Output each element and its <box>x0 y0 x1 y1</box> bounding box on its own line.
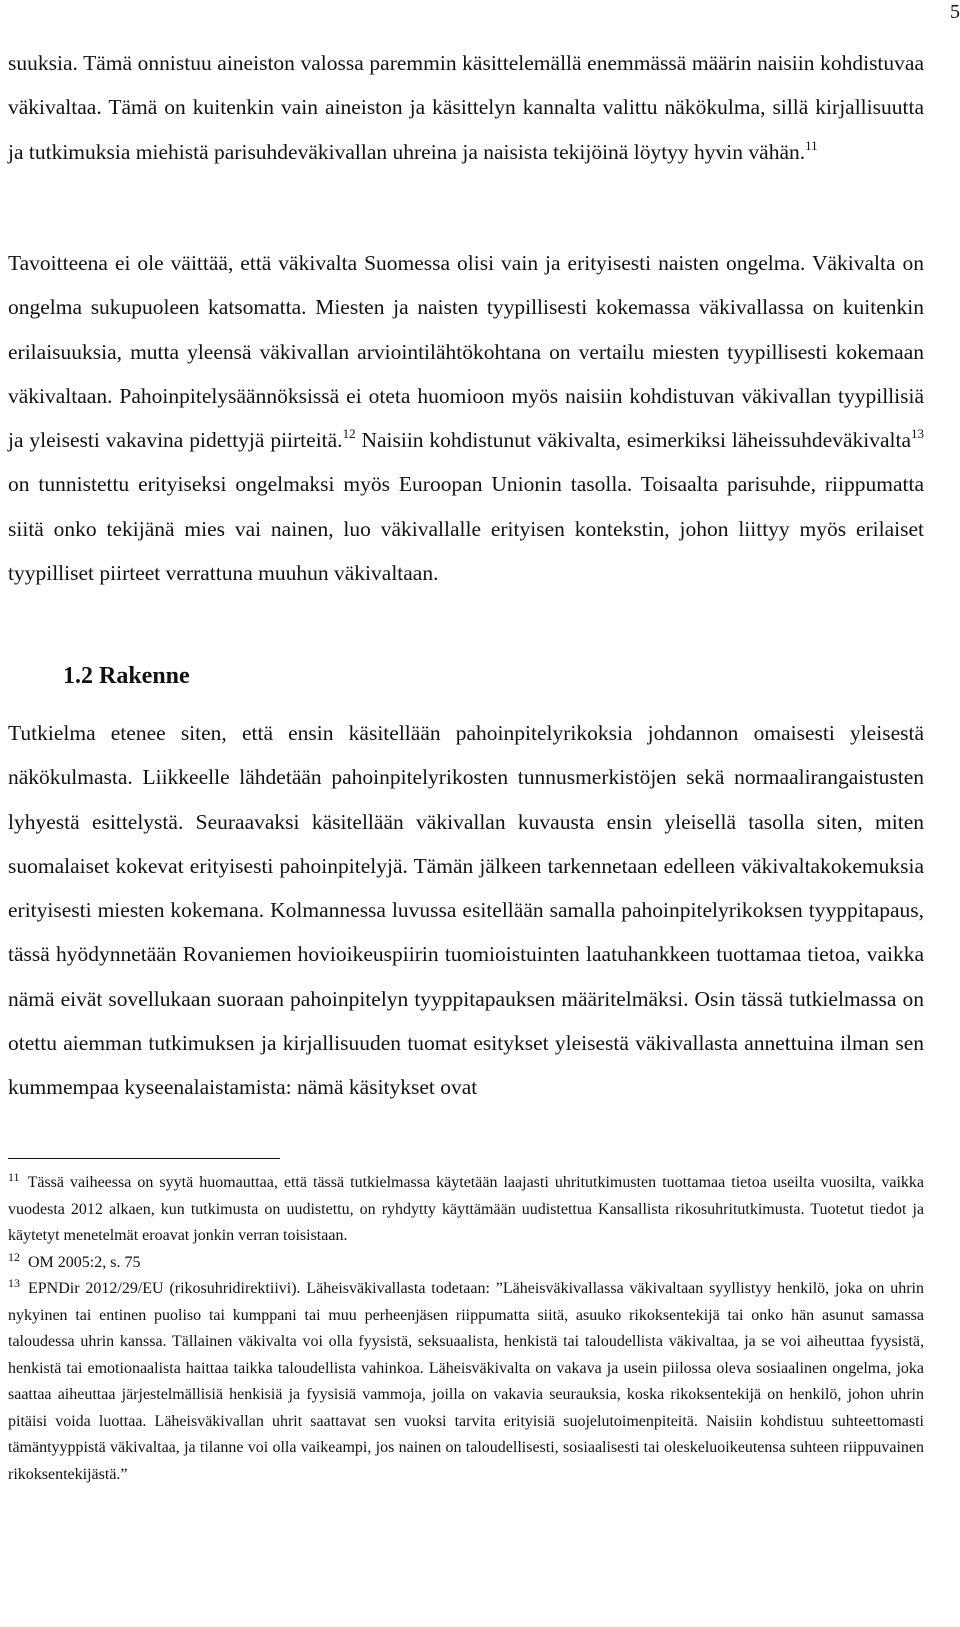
footnote-mark: 11 <box>8 1170 20 1184</box>
footnote-11 <box>8 1170 924 1250</box>
footnote-ref-12[interactable]: 12 <box>342 426 356 442</box>
footnote-text: Tässä vaiheessa on syytä huomauttaa, että tässä tutkielmassa käytetään laajasti uhritutkimusten tuottamaa tietoa useilta vuosilta, vaikka vuodesta 2012 alkaen, kun tutkimusta on uudistettu, on ryhdytty käyttämään uudistettua Kansallista rikosuhritutkimusta. Tuotetut tiedot ja käytetyt menetelmät eroavat jonkin verran toisistaan. <box>8 1174 924 1244</box>
footnotes <box>8 1170 924 1488</box>
footnote-text: OM 2005:2, s. 75 <box>28 1253 141 1271</box>
paragraph-text: on tunnistettu erityiseksi ongelmaksi myös Euroopan Unionin tasolla. Toisaalta parisuhde, riippumatta siitä onko tekijänä mies vai nainen, luo väkivallalle erityisen kontekstin, johon liittyy myös erilaiset tyypilliset piirteet verrattuna muuhun väkivaltaan. <box>8 472 924 586</box>
footnote-text: EPNDir 2012/29/EU (rikosuhridirektiivi). Läheisväkivallasta todetaan: ”Läheisväkivallassa väkivaltaan syyllistyy henkilö, joka on uhrin nykyinen tai entinen puoliso tai kumppani tai muu perheenjäsen riippumatta siitä, asuuko rikoksentekijä tai onko hän asunut samassa taloudessa uhrin kanssa. Tällainen väkivalta voi olla fyysistä, seksuaalista, henkistä tai taloudellista väkivaltaa, ja se voi aiheuttaa fyysistä, henkistä tai emotionaalista haittaa taikka taloudellista vahinkoa. Läheisväkivalta on vakava ja usein piilossa oleva sosiaalinen ongelma, joka saattaa aiheuttaa järjestelmällisiä henkisiä ja fyysisiä vammoja, joilla on vakavia seurauksia, koska rikoksentekijä on henkilö, johon uhrin pitäisi voida luottaa. Läheisväkivallan uhrit saattavat sen vuoksi tarvita erityisiä suojelutoimenpiteitä. Naisiin kohdistuu suhteettomasti tämäntyyppistä väkivaltaa, ja tilanne voi olla vaikeampi, jos nainen on taloudellisesti, sosiaalisesti tai oleskeluoikeutensa suhteen riippuvainen rikoksentekijästä.” <box>8 1280 924 1483</box>
page-number: 5 <box>950 1 960 23</box>
paragraph-text: suuksia. Tämä onnistuu aineiston valossa paremmin käsittelemällä enemmässä määrin naisiin kohdistuvaa väkivaltaa. Tämä on kuitenkin vain aineiston ja käsittelyn kannalta valittu näkökulma, sillä kirjallisuutta ja tutkimuksia miehistä parisuhdeväkivallan uhreina ja naisista tekijöinä löytyy hyvin vähän. <box>8 51 924 164</box>
section-title: Rakenne <box>99 663 190 689</box>
section-number: 1.2 <box>63 663 93 689</box>
footnote-mark: 13 <box>8 1276 20 1290</box>
goal-paragraph <box>8 241 924 595</box>
footnote-13 <box>8 1276 924 1488</box>
footnote-mark: 12 <box>8 1249 20 1264</box>
footnote-ref-11[interactable]: 11 <box>805 137 818 153</box>
footnote-ref-13[interactable]: 13 <box>911 426 925 442</box>
section-heading <box>63 656 190 696</box>
paragraph-text: Tavoitteena ei ole väittää, että väkivalta Suomessa olisi vain ja erityisesti naisten ongelma. Väkivalta on ongelma sukupuoleen katsomatta. Miesten ja naisten tyypillisesti kokemassa väkivallassa on kuitenkin erilaisuuksia, mutta yleensä väkivallan arviointilähtökohtana on vertailu miesten tyypillisesti kokemaan väkivaltaan. Pahoinpitelysäännöksissä ei oteta huomioon myös naisiin kohdistuvan väkivallan tyypillisiä ja yleisesti vakavina pidettyjä piirteitä. <box>8 251 924 453</box>
paragraph-text: Naisiin kohdistunut väkivalta, esimerkiksi läheissuhdeväkivalta <box>355 428 912 453</box>
intro-paragraph-continuation <box>8 41 924 174</box>
footnote-separator <box>8 1158 280 1159</box>
footnote-12 <box>8 1250 924 1277</box>
structure-paragraph: Tutkielma etenee siten, että ensin käsitellään pahoinpitelyrikoksia johdannon omaisesti yleisestä näkökulmasta. Liikkeelle lähdetään pahoinpitelyrikosten tunnusmerkistöjen sekä normaalirangaistusten lyhyestä esittelystä. Seuraavaksi käsitellään väkivallan kuvausta ensin yleisellä tasolla siten, miten suomalaiset kokevat erityisesti pahoinpitelyjä. Tämän jälkeen tarkennetaan edelleen väkivaltakokemuksia erityisesti miesten kokemana. Kolmannessa luvussa esitellään samalla pahoinpitelyrikoksen tyyppitapaus, tässä hyödynnetään Rovaniemen hovioikeuspiirin tuomioistuinten laatuhankkeen tuottamaa tietoa, vaikka nämä eivät sovellukaan suoraan pahoinpitelyn tyyppitapauksen määritelmäksi. Osin tässä tutkielmassa on otettu aiemman tutkimuksen ja kirjallisuuden tuomat esitykset yleisestä väkivallasta annettuina ilman sen kummempaa kyseenalaistamista: nämä käsitykset ovat <box>8 721 924 1100</box>
